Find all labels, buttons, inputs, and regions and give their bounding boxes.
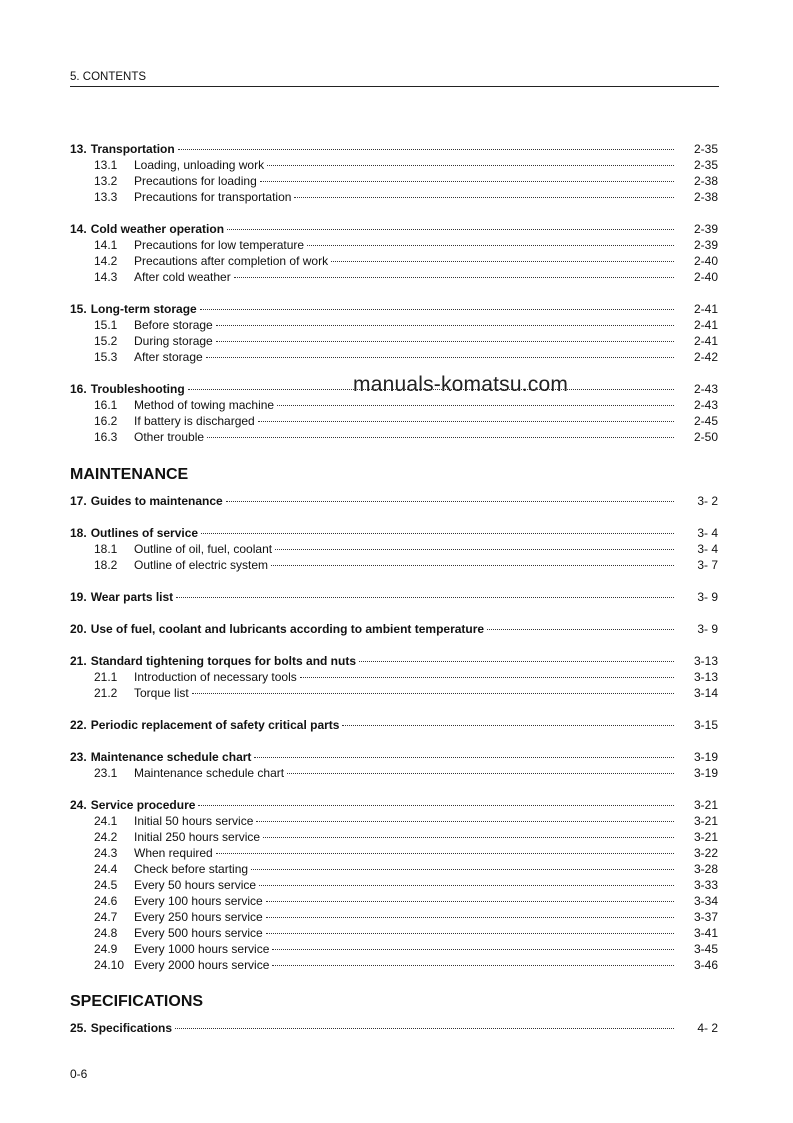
toc-group xyxy=(70,621,718,637)
dot-leader xyxy=(198,805,674,806)
entry-page: 3-21 xyxy=(693,830,718,844)
entry-title: Service procedure xyxy=(90,798,196,812)
dot-leader xyxy=(178,149,674,150)
entry-title: Long-term storage xyxy=(90,302,197,316)
entry-title: Maintenance schedule chart xyxy=(90,750,252,764)
entry-number: 14. xyxy=(70,222,87,236)
toc-subentry[interactable] xyxy=(70,941,718,957)
entry-title: If battery is discharged xyxy=(134,414,255,428)
toc-subentry[interactable] xyxy=(70,157,718,173)
entry-page: 3-19 xyxy=(693,766,718,780)
entry-number: 24.7 xyxy=(94,910,118,924)
entry-number: 24.1 xyxy=(94,814,118,828)
toc-subentry[interactable] xyxy=(70,861,718,877)
toc-entry[interactable] xyxy=(70,589,718,605)
dot-leader xyxy=(206,357,674,358)
entry-title: Maintenance schedule chart xyxy=(134,766,285,780)
entry-title: Every 100 hours service xyxy=(134,894,263,908)
entry-title: Outlines of service xyxy=(90,526,199,540)
entry-number: 24.3 xyxy=(94,846,118,860)
dot-leader xyxy=(201,533,674,534)
entry-title: Periodic replacement of safety critical parts xyxy=(90,718,340,732)
entry-title: Use of fuel, coolant and lubricants according to ambient temperature xyxy=(90,622,485,636)
entry-title: Outline of oil, fuel, coolant xyxy=(134,542,273,556)
section-heading: SPECIFICATIONS xyxy=(70,993,204,1010)
entry-number: 24.8 xyxy=(94,926,118,940)
dot-leader xyxy=(271,565,674,566)
entry-number: 24.6 xyxy=(94,894,118,908)
toc-entry[interactable] xyxy=(70,493,718,509)
entry-title: Every 500 hours service xyxy=(134,926,263,940)
toc-subentry[interactable] xyxy=(70,845,718,861)
entry-number: 13.3 xyxy=(94,190,118,204)
entry-number: 25. xyxy=(70,1021,87,1035)
entry-page: 3- 9 xyxy=(697,622,718,636)
entry-number: 20. xyxy=(70,622,87,636)
toc-subentry[interactable] xyxy=(70,957,718,973)
section-heading: MAINTENANCE xyxy=(70,466,189,483)
toc-entry[interactable] xyxy=(70,301,718,317)
entry-title: Before storage xyxy=(134,318,213,332)
entry-title: Troubleshooting xyxy=(90,382,185,396)
entry-number: 24.5 xyxy=(94,878,118,892)
entry-page: 2-39 xyxy=(693,238,718,252)
entry-title: Precautions for loading xyxy=(134,174,257,188)
entry-title: Every 50 hours service xyxy=(134,878,257,892)
entry-page: 3-21 xyxy=(693,814,718,828)
dot-leader xyxy=(256,821,674,822)
dot-leader xyxy=(267,165,674,166)
entry-title: Initial 50 hours service xyxy=(134,814,254,828)
entry-title: Standard tightening torques for bolts and nuts xyxy=(90,654,357,668)
entry-page: 3-41 xyxy=(693,926,718,940)
entry-number: 15.2 xyxy=(94,334,118,348)
dot-leader xyxy=(275,549,674,550)
toc-group xyxy=(70,221,718,285)
entry-page: 3-21 xyxy=(693,798,718,812)
dot-leader xyxy=(216,853,674,854)
toc-subentry[interactable] xyxy=(70,925,718,941)
toc-group xyxy=(70,301,718,365)
toc-group xyxy=(70,493,718,509)
toc-subentry[interactable] xyxy=(70,413,718,429)
toc-entry[interactable] xyxy=(70,221,718,237)
entry-number: 24.4 xyxy=(94,862,118,876)
dot-leader xyxy=(342,725,674,726)
toc-group xyxy=(70,797,718,973)
toc-subentry[interactable] xyxy=(70,685,718,701)
dot-leader xyxy=(263,837,674,838)
toc-subentry[interactable] xyxy=(70,349,718,365)
toc-entry[interactable] xyxy=(70,717,718,733)
entry-number: 14.1 xyxy=(94,238,118,252)
dot-leader xyxy=(272,965,674,966)
entry-title: During storage xyxy=(134,334,213,348)
dot-leader xyxy=(359,661,674,662)
toc-subentry[interactable] xyxy=(70,189,718,205)
entry-number: 15. xyxy=(70,302,87,316)
entry-title: Check before starting xyxy=(134,862,249,876)
dot-leader xyxy=(175,1028,674,1029)
toc-entry[interactable] xyxy=(70,141,718,157)
entry-number: 23. xyxy=(70,750,87,764)
entry-number: 24.9 xyxy=(94,942,118,956)
toc-subentry[interactable] xyxy=(70,317,718,333)
entry-page: 3-33 xyxy=(693,878,718,892)
watermark: manuals-komatsu.com xyxy=(353,373,569,396)
dot-leader xyxy=(294,197,674,198)
toc-group xyxy=(70,749,718,781)
entry-number: 14.3 xyxy=(94,270,118,284)
entry-number: 21. xyxy=(70,654,87,668)
entry-page: 2-35 xyxy=(693,142,718,156)
entry-page: 2-41 xyxy=(693,318,718,332)
toc-entry[interactable] xyxy=(70,621,718,637)
entry-page: 3-13 xyxy=(693,654,718,668)
entry-title: Introduction of necessary tools xyxy=(134,670,297,684)
entry-number: 24.10 xyxy=(94,958,125,972)
toc-group xyxy=(70,525,718,573)
dot-leader xyxy=(176,597,674,598)
entry-page: 2-41 xyxy=(693,302,718,316)
entry-page: 3-28 xyxy=(693,862,718,876)
entry-title: Specifications xyxy=(90,1021,173,1035)
toc-subentry[interactable] xyxy=(70,877,718,893)
entry-page: 3-22 xyxy=(693,846,718,860)
toc-entry[interactable] xyxy=(70,1020,718,1036)
dot-leader xyxy=(200,309,674,310)
entry-page: 2-40 xyxy=(693,270,718,284)
entry-page: 2-42 xyxy=(693,350,718,364)
entry-number: 16.1 xyxy=(94,398,118,412)
entry-page: 2-38 xyxy=(693,190,718,204)
entry-number: 21.1 xyxy=(94,670,118,684)
dot-leader xyxy=(251,869,674,870)
entry-title: Other trouble xyxy=(134,430,205,444)
entry-page: 2-41 xyxy=(693,334,718,348)
dot-leader xyxy=(260,181,674,182)
entry-title: Initial 250 hours service xyxy=(134,830,261,844)
toc-subentry[interactable] xyxy=(70,269,718,285)
dot-leader xyxy=(266,901,674,902)
dot-leader xyxy=(254,757,674,758)
entry-page: 3- 9 xyxy=(697,590,718,604)
entry-page: 3-45 xyxy=(693,942,718,956)
toc-subentry[interactable] xyxy=(70,429,718,445)
entry-page: 3-37 xyxy=(693,910,718,924)
entry-number: 23.1 xyxy=(94,766,118,780)
entry-title: Precautions after completion of work xyxy=(134,254,329,268)
entry-number: 18. xyxy=(70,526,87,540)
entry-page: 2-35 xyxy=(693,158,718,172)
dot-leader xyxy=(266,933,674,934)
entry-number: 19. xyxy=(70,590,87,604)
entry-page: 3-46 xyxy=(693,958,718,972)
entry-page: 4- 2 xyxy=(697,1021,718,1035)
dot-leader xyxy=(258,421,674,422)
entry-number: 16. xyxy=(70,382,87,396)
entry-page: 2-40 xyxy=(693,254,718,268)
entry-page: 3- 2 xyxy=(697,494,718,508)
entry-title: When required xyxy=(134,846,213,860)
dot-leader xyxy=(207,437,674,438)
dot-leader xyxy=(307,245,674,246)
entry-number: 24. xyxy=(70,798,87,812)
entry-title: After cold weather xyxy=(134,270,231,284)
toc-subentry[interactable] xyxy=(70,253,718,269)
entry-number: 16.3 xyxy=(94,430,118,444)
toc-subentry[interactable] xyxy=(70,557,718,573)
entry-number: 15.1 xyxy=(94,318,118,332)
entry-title: Wear parts list xyxy=(90,590,174,604)
toc-subentry[interactable] xyxy=(70,765,718,781)
table-of-contents xyxy=(70,141,718,1052)
toc-subentry[interactable] xyxy=(70,909,718,925)
entry-number: 13.1 xyxy=(94,158,118,172)
entry-title: Every 1000 hours service xyxy=(134,942,270,956)
dot-leader xyxy=(272,949,674,950)
entry-number: 22. xyxy=(70,718,87,732)
entry-page: 3-13 xyxy=(693,670,718,684)
toc-subentry[interactable] xyxy=(70,173,718,189)
entry-title: Transportation xyxy=(90,142,175,156)
entry-page: 3-14 xyxy=(693,686,718,700)
toc-group xyxy=(70,717,718,733)
entry-title: Loading, unloading work xyxy=(134,158,265,172)
dot-leader xyxy=(192,693,674,694)
dot-leader xyxy=(227,229,674,230)
entry-title: Outline of electric system xyxy=(134,558,269,572)
entry-page: 3-19 xyxy=(693,750,718,764)
page-number: 0-6 xyxy=(70,1067,88,1081)
toc-group xyxy=(70,1020,718,1036)
entry-number: 13.2 xyxy=(94,174,118,188)
running-header: 5. CONTENTS xyxy=(70,71,147,83)
entry-title: Precautions for transportation xyxy=(134,190,292,204)
toc-subentry[interactable] xyxy=(70,541,718,557)
toc-subentry[interactable] xyxy=(70,669,718,685)
entry-title: Torque list xyxy=(134,686,189,700)
entry-title: Cold weather operation xyxy=(90,222,225,236)
entry-title: Guides to maintenance xyxy=(90,494,223,508)
entry-page: 3- 4 xyxy=(697,542,718,556)
toc-subentry[interactable] xyxy=(70,397,718,413)
entry-page: 3-34 xyxy=(693,894,718,908)
entry-number: 24.2 xyxy=(94,830,118,844)
dot-leader xyxy=(300,677,674,678)
dot-leader xyxy=(216,341,674,342)
dot-leader xyxy=(331,261,674,262)
entry-number: 18.1 xyxy=(94,542,118,556)
entry-page: 3-15 xyxy=(693,718,718,732)
toc-subentry[interactable] xyxy=(70,829,718,845)
entry-number: 13. xyxy=(70,142,87,156)
dot-leader xyxy=(226,501,674,502)
toc-subentry[interactable] xyxy=(70,813,718,829)
toc-entry[interactable] xyxy=(70,653,718,669)
entry-page: 2-39 xyxy=(693,222,718,236)
toc-group xyxy=(70,141,718,205)
dot-leader xyxy=(277,405,674,406)
toc-subentry[interactable] xyxy=(70,893,718,909)
entry-number: 17. xyxy=(70,494,87,508)
dot-leader xyxy=(234,277,674,278)
entry-number: 18.2 xyxy=(94,558,118,572)
dot-leader xyxy=(487,629,674,630)
entry-title: Every 2000 hours service xyxy=(134,958,270,972)
entry-title: Precautions for low temperature xyxy=(134,238,305,252)
toc-entry[interactable] xyxy=(70,749,718,765)
entry-title: Every 250 hours service xyxy=(134,910,263,924)
entry-page: 3- 7 xyxy=(697,558,718,572)
entry-page: 2-38 xyxy=(693,174,718,188)
entry-page: 2-43 xyxy=(693,398,718,412)
toc-group xyxy=(70,653,718,701)
dot-leader xyxy=(266,917,674,918)
dot-leader xyxy=(216,325,674,326)
toc-subentry[interactable] xyxy=(70,333,718,349)
dot-leader xyxy=(287,773,674,774)
entry-number: 21.2 xyxy=(94,686,118,700)
toc-subentry[interactable] xyxy=(70,237,718,253)
entry-title: Method of towing machine xyxy=(134,398,275,412)
toc-entry[interactable] xyxy=(70,525,718,541)
toc-entry[interactable] xyxy=(70,797,718,813)
entry-number: 14.2 xyxy=(94,254,118,268)
entry-page: 2-45 xyxy=(693,414,718,428)
entry-page: 2-50 xyxy=(693,430,718,444)
entry-number: 16.2 xyxy=(94,414,118,428)
entry-page: 2-43 xyxy=(693,382,718,396)
toc-group xyxy=(70,589,718,605)
header-rule xyxy=(70,86,719,87)
dot-leader xyxy=(259,885,674,886)
entry-number: 15.3 xyxy=(94,350,118,364)
entry-title: After storage xyxy=(134,350,203,364)
entry-page: 3- 4 xyxy=(697,526,718,540)
